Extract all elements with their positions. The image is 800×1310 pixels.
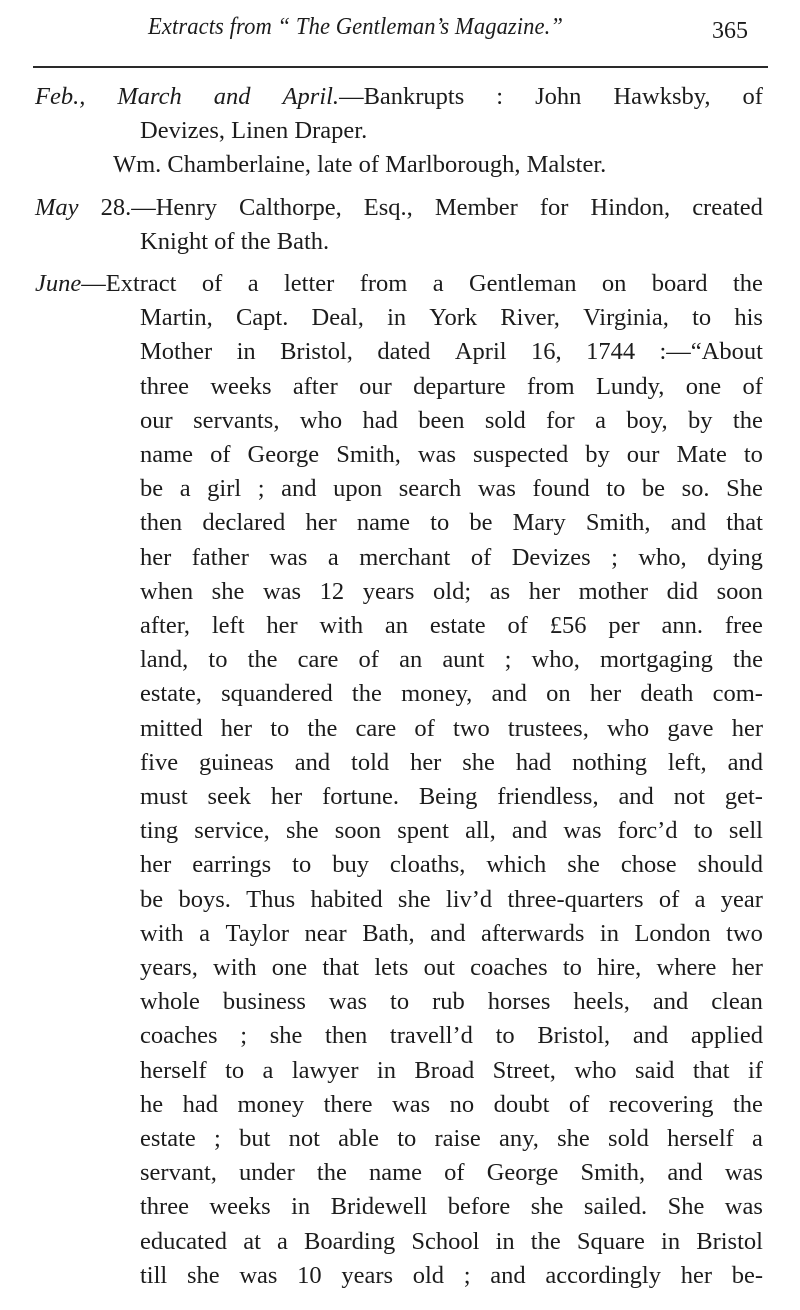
text-line: years, with one that lets out coaches to hire, where her	[140, 954, 763, 981]
text-line: her earrings to buy cloaths, which she chose should	[140, 851, 763, 879]
page-number: 365	[712, 18, 748, 44]
text-line: three weeks in Bridewell before she sailed. She was	[140, 1193, 763, 1221]
text-line: be boys. Thus habited she liv’d three-quarters of a year	[140, 885, 763, 913]
text-line: whole business was to rub horses heels, and clean	[140, 988, 763, 1016]
text-line: when she was 12 years old; as her mother did soon	[140, 577, 763, 605]
text-line: ting service, she soon spent all, and was forc’d to sell	[140, 817, 763, 845]
entry-first-line: Feb., March and April.—Bankrupts : John Hawksby, of	[35, 83, 763, 110]
text-line: Wm. Chamberlaine, late of Marlborough, Malster.	[113, 151, 607, 179]
page-header	[0, 14, 800, 54]
text-line: be a girl ; and upon search was found to be so. She	[140, 475, 763, 503]
entry-first-line: May 28.—Henry Calthorpe, Esq., Member for Hindon, created	[35, 193, 763, 221]
text-line: estate ; but not able to raise any, she sold herself a	[140, 1125, 763, 1152]
text-line: our servants, who had been sold for a boy, by the	[140, 406, 763, 434]
entry-first-line: June—Extract of a letter from a Gentleman on board the	[35, 270, 763, 297]
text-line: Knight of the Bath.	[140, 227, 330, 255]
text-line: must seek her fortune. Being friendless, and not get-	[140, 783, 763, 810]
text-line: three weeks after our departure from Lundy, one of	[140, 372, 763, 400]
text-line: mitted her to the care of two trustees, who gave her	[140, 714, 763, 742]
text-line: till she was 10 years old ; and accordingly her be-	[140, 1261, 763, 1289]
text-line: name of George Smith, was suspected by our Mate to	[140, 441, 763, 468]
running-title: Extracts from “ The Gentleman’s Magazine.”	[148, 14, 564, 40]
header-rule	[33, 66, 768, 68]
text-line: with a Taylor near Bath, and afterwards in London two	[140, 919, 763, 947]
text-line: after, left her with an estate of £56 per ann. free	[140, 612, 763, 639]
text-line: educated at a Boarding School in the Square in Bristol	[140, 1227, 763, 1255]
text-line: then declared her name to be Mary Smith, and that	[140, 509, 763, 537]
text-line: herself to a lawyer in Broad Street, who said that if	[140, 1056, 763, 1084]
text-line: her father was a merchant of Devizes ; who, dying	[140, 543, 763, 571]
text-line: coaches ; she then travell’d to Bristol, and applied	[140, 1022, 763, 1050]
text-line: Devizes, Linen Draper.	[140, 117, 368, 145]
text-line: Mother in Bristol, dated April 16, 1744 :—“About	[140, 338, 763, 366]
text-line: he had money there was no doubt of recovering the	[140, 1090, 763, 1118]
text-line: five guineas and told her she had nothing left, and	[140, 748, 763, 776]
text-line: servant, under the name of George Smith, and was	[140, 1159, 763, 1187]
text-line: Martin, Capt. Deal, in York River, Virginia, to his	[140, 304, 763, 332]
text-line: land, to the care of an aunt ; who, mortgaging the	[140, 646, 763, 674]
text-line: estate, squandered the money, and on her death com-	[140, 680, 763, 708]
